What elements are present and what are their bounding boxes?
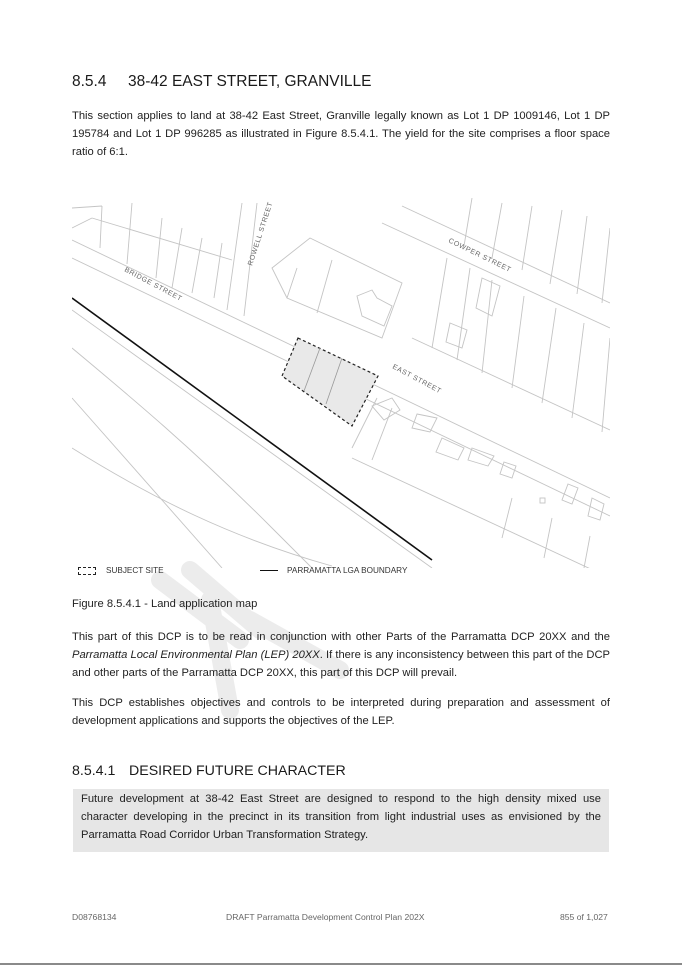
- footer-doc-title: DRAFT Parramatta Development Control Plan 202X: [226, 912, 425, 922]
- lot-lines: [352, 458, 610, 568]
- subsection-heading: [72, 763, 346, 779]
- road-edge: [402, 206, 610, 303]
- street-label-east: EAST STREET: [391, 363, 443, 396]
- footer-page-number: 855 of 1,027: [560, 912, 608, 922]
- character-text: Future development at 38-42 East Street are designed to respond to the high density mixed use character developing in the precinct in its transition from light industrial uses as envisioned by the Parramatta Road Corridor Urban Transformation Strategy.: [81, 793, 601, 841]
- small-structure: [540, 498, 545, 503]
- footer-doc-id: D08768134: [72, 912, 117, 922]
- corridor-edge: [72, 448, 332, 566]
- dashed-box-icon: [78, 567, 96, 575]
- building: [468, 448, 494, 466]
- lep-title: Parramatta Local Environmental Plan (LEP) 20XX: [72, 649, 320, 661]
- corridor-edge: [72, 398, 222, 568]
- legend-lga-boundary-label: PARRAMATTA LGA BOUNDARY: [287, 566, 408, 575]
- legend-lga-boundary: [260, 566, 407, 575]
- lga-boundary-line: [72, 298, 432, 560]
- para2-before: This part of this DCP is to be read in conjunction with other Parts of the Parramatta DCP 20XX and the: [72, 631, 610, 643]
- lot-lines: [502, 498, 590, 568]
- solid-line-icon: [260, 570, 278, 571]
- intro-paragraph: This section applies to land at 38-42 East Street, Granville legally known as Lot 1 DP 1009146, Lot 1 DP 195784 and Lot 1 DP 996285 as illustrated in Figure 8.5.4.1. The yield for the site comprises a floor space ratio of 6:1.: [72, 110, 610, 158]
- lot-lines: [287, 260, 332, 313]
- subsection-number: 8.5.4.1: [72, 763, 116, 779]
- section-title: 38-42 EAST STREET, GRANVILLE: [128, 73, 372, 90]
- legend-subject-site-label: SUBJECT SITE: [106, 566, 164, 575]
- lot-lines: [464, 198, 610, 303]
- para2-after: . If there is any inconsistency between this part of the DCP and other parts of the Parramatta DCP 20XX, this part of this DCP will prevail.: [72, 649, 610, 679]
- objectives-paragraph: This DCP establishes objectives and controls to be interpreted during preparation and assessment of development applications and supports the objectives of the LEP.: [72, 697, 610, 727]
- building: [562, 484, 578, 504]
- lot-lines: [72, 218, 232, 260]
- legend-subject-site: [78, 566, 164, 575]
- building: [476, 278, 500, 316]
- dcp-relationship-paragraph: [72, 628, 610, 682]
- corridor-edge: [72, 348, 312, 568]
- subject-site: [282, 338, 378, 426]
- land-application-map: [72, 198, 610, 568]
- lot-lines: [272, 238, 402, 338]
- building: [446, 323, 467, 348]
- figure-caption: Figure 8.5.4.1 - Land application map: [72, 598, 258, 610]
- road-edge: [382, 223, 610, 328]
- corridor-edge: [72, 310, 432, 568]
- street-label-bridge: BRIDGE STREET: [123, 266, 184, 303]
- building: [357, 290, 392, 326]
- lot-lines: [432, 258, 610, 432]
- street-label-rowell: ROWELL STREET: [247, 201, 275, 267]
- section-number: 8.5.4: [72, 73, 107, 90]
- subsection-title: DESIRED FUTURE CHARACTER: [129, 763, 346, 779]
- building: [436, 438, 464, 460]
- section-heading: [72, 73, 372, 91]
- street-label-cowper: COWPER STREET: [447, 237, 513, 274]
